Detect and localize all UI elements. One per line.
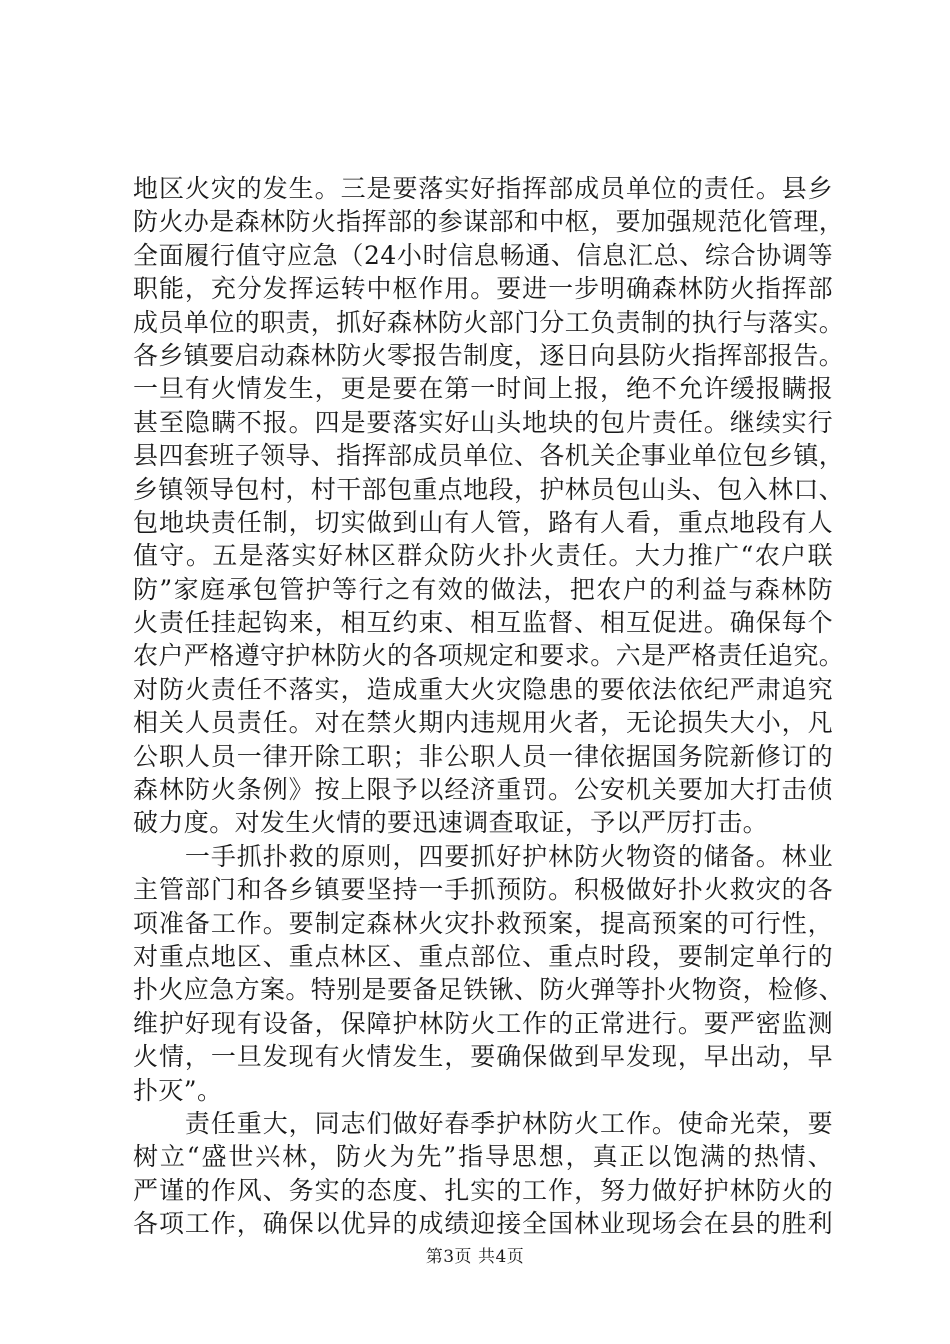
- text-line: 防火办是森林防火指挥部的参谋部和中枢，要加强规范化管理，: [133, 207, 845, 237]
- text-line: 森林防火条例》按上限予以经济重罚。公安机关要加大打击侦: [133, 775, 833, 805]
- text-line: 破力度。对发生火情的要迅速调查取证，予以严厉打击。: [133, 808, 769, 838]
- text-line: 全面履行值守应急（24小时信息畅通、信息汇总、综合协调等: [133, 240, 833, 270]
- text-line: 各乡镇要启动森林防火零报告制度，逐日向县防火指挥部报告。: [133, 340, 845, 370]
- text-line: 维护好现有设备，保障护林防火工作的正常进行。要严密监测: [133, 1008, 833, 1038]
- text-line: 责任重大，同志们做好春季护林防火工作。使命光荣，要: [133, 1108, 833, 1138]
- text-line: 火情，一旦发现有火情发生，要确保做到早发现，早出动，早: [133, 1042, 833, 1072]
- text-line: 扑火应急方案。特别是要备足铁锹、防火弹等扑火物资，检修、: [133, 975, 845, 1005]
- page-footer: 第3页 共4页: [425, 1247, 525, 1267]
- text-line: 树立“盛世兴林，防火为先”指导思想，真正以饱满的热情、: [133, 1142, 833, 1172]
- text-line: 县四套班子领导、指挥部成员单位、各机关企事业单位包乡镇，: [133, 441, 845, 471]
- text-line: 一旦有火情发生，更是要在第一时间上报，绝不允许缓报瞒报: [133, 374, 833, 404]
- text-line: 火责任挂起钩来，相互约束、相互监督、相互促进。确保每个: [133, 608, 833, 638]
- text-line: 地区火灾的发生。三是要落实好指挥部成员单位的责任。县乡: [133, 174, 833, 203]
- text-line: 各项工作，确保以优异的成绩迎接全国林业现场会在县的胜利: [133, 1209, 833, 1239]
- text-line: 成员单位的职责，抓好森林防火部门分工负责制的执行与落实。: [133, 307, 845, 337]
- text-line: 对防火责任不落实，造成重大火灾隐患的要依法依纪严肃追究: [133, 674, 833, 704]
- text-line: 职能，充分发挥运转中枢作用。要进一步明确森林防火指挥部: [133, 274, 833, 304]
- text-line: 主管部门和各乡镇要坚持一手抓预防。积极做好扑火救灾的各: [133, 875, 833, 905]
- text-line: 对重点地区、重点林区、重点部位、重点时段，要制定单行的: [133, 941, 833, 971]
- text-line: 农户严格遵守护林防火的各项规定和要求。六是严格责任追究。: [133, 641, 845, 671]
- text-line: 乡镇领导包村，村干部包重点地段，护林员包山头、包入林口、: [133, 474, 845, 504]
- text-line: 扑灭”。: [133, 1075, 223, 1105]
- text-line: 一手抓扑救的原则，四要抓好护林防火物资的储备。林业: [133, 841, 833, 871]
- text-line: 甚至隐瞒不报。四是要落实好山头地块的包片责任。继续实行: [133, 407, 833, 437]
- text-line: 防”家庭承包管护等行之有效的做法，把农户的利益与森林防: [133, 574, 833, 604]
- text-line: 严谨的作风、务实的态度、扎实的工作，努力做好护林防火的: [133, 1175, 833, 1205]
- text-line: 项准备工作。要制定森林火灾扑救预案，提高预案的可行性，: [133, 908, 833, 938]
- text-line: 相关人员责任。对在禁火期内违规用火者，无论损失大小，凡: [133, 708, 833, 738]
- text-line: 公职人员一律开除工职；非公职人员一律依据国务院新修订的: [133, 741, 833, 771]
- text-line: 包地块责任制，切实做到山有人管，路有人看，重点地段有人: [133, 507, 833, 537]
- body-text: [133, 172, 845, 1241]
- text-line: 值守。五是落实好林区群众防火扑火责任。大力推广“农户联: [133, 541, 833, 571]
